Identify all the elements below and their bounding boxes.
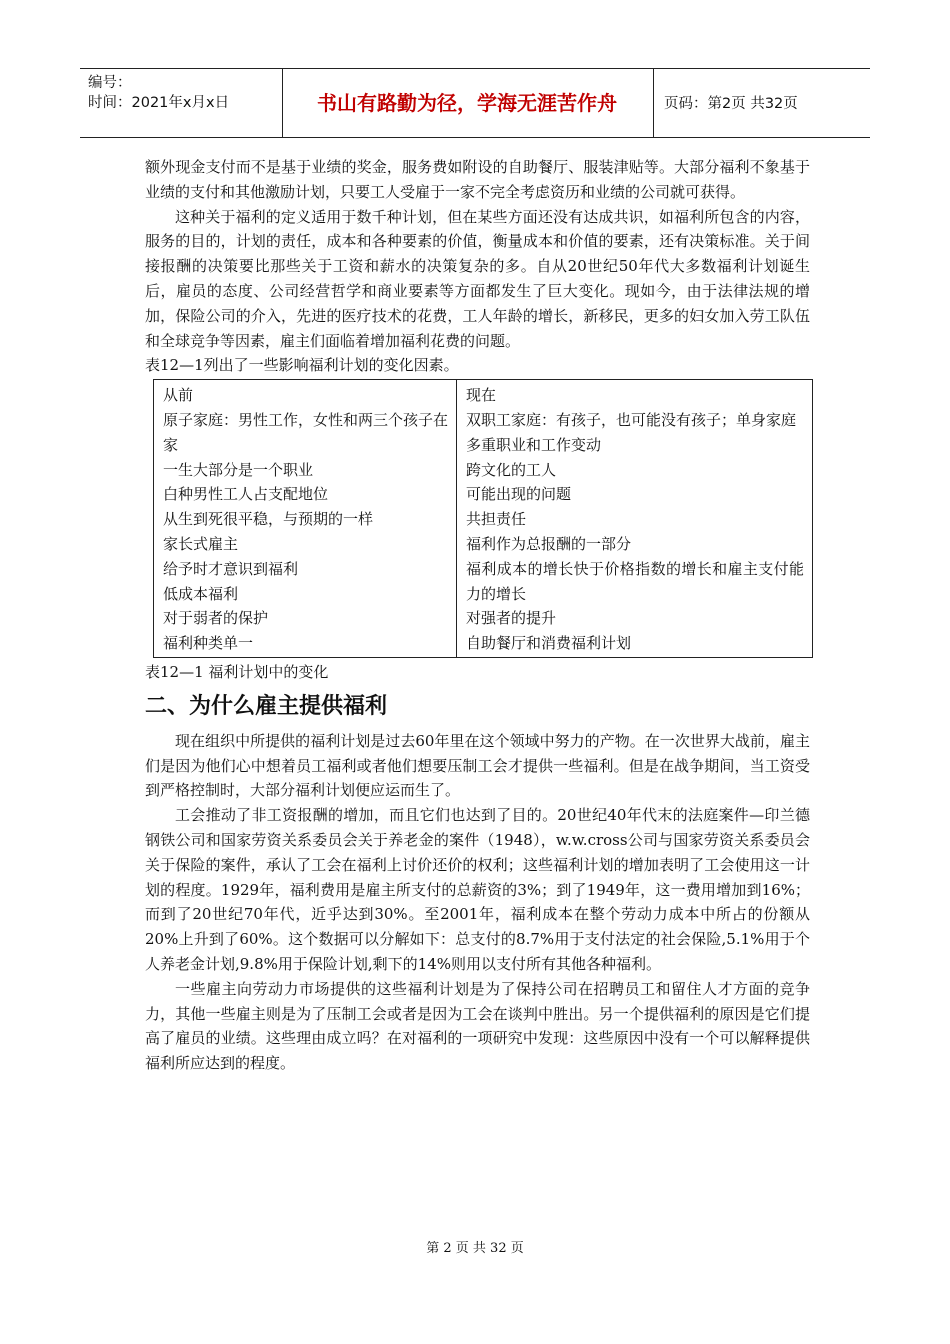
document-body <box>145 155 810 1076</box>
paragraph-3: 现在组织中所提供的福利计划是过去60年里在这个领域中努力的产物。在一次世界大战前，雇主们是因为他们心中想着员工福利或者他们想要压制工会才提供一些福利。但是在战争期间，当工资受到严格控制时，大部分福利计划便应运而生了。 <box>145 731 810 800</box>
now-column <box>457 380 813 658</box>
now-header: 现在 <box>466 386 497 405</box>
code-label: 编号： <box>88 75 132 91</box>
section-heading: 二、为什么雇主提供福利 <box>145 693 388 719</box>
now-item: 自助餐厅和消费福利计划 <box>466 634 632 653</box>
table-caption: 表12—1 福利计划中的变化 <box>145 662 329 681</box>
now-item: 跨文化的工人 <box>466 460 557 479</box>
now-item: 福利成本的增长快于价格指数的增长和雇主支付能力的增长 <box>466 559 804 603</box>
header-page-info: 页码：第2页 共32页 <box>664 96 798 112</box>
header-divider-right <box>653 69 654 137</box>
page-header <box>80 68 870 138</box>
page-footer: 第 2 页 共 32 页 <box>426 1241 524 1256</box>
before-item: 一生大部分是一个职业 <box>163 460 314 479</box>
before-item: 福利种类单一 <box>163 634 254 653</box>
paragraph-2: 这种关于福利的定义适用于数千种计划，但在某些方面还没有达成共识，如福利所包含的内容，服务的目的，计划的责任，成本和各种要素的价值，衡量成本和价值的要素，还有决策标准。关于间接报酬的决策要比那些关于工资和薪水的决策复杂的多。自从20世纪50年代大多数福利计划诞生后，雇员的态度、公司经营哲学和商业要素等方面都发生了巨大变化。现如今，由于法律法规的增加，保险公司的介入，先进的医疗技术的花费，工人年龄的增长，新移民，更多的妇女加入劳工队伍和全球竞争等因素，雇主们面临着增加福利花费的问题。 <box>145 207 810 350</box>
now-item: 多重职业和工作变动 <box>466 435 602 454</box>
before-item: 从生到死很平稳，与预期的一样 <box>163 510 374 529</box>
before-item: 白种男性工人占支配地位 <box>163 485 329 504</box>
comparison-table <box>153 379 813 658</box>
before-column <box>154 380 457 658</box>
table-intro: 表12—1列出了一些影响福利计划的变化因素。 <box>145 356 459 375</box>
before-item: 对于弱者的保护 <box>163 609 269 628</box>
before-item: 原子家庭：男性工作，女性和两三个孩子在家 <box>163 410 449 454</box>
header-meta <box>88 73 229 113</box>
before-item: 家长式雇主 <box>163 534 239 553</box>
now-item: 对强者的提升 <box>466 609 557 628</box>
paragraph-4: 工会推动了非工资报酬的增加，而且它们也达到了目的。20世纪40年代末的法庭案件—印兰德钢铁公司和国家劳资关系委员会关于养老金的案件（1948），w.w.cross公司与国家劳资关系委员会关于保险的案件，承认了工会在福利上讨价还价的权利；这些福利计划的增加表明了工会使用这一计划的程度。1929年，福利费用是雇主所支付的总薪资的3%；到了1949年，这一费用增加到16%；而到了20世纪70年代，近乎达到30%。至2001年，福利成本在整个劳动力成本中所占的份额从20%上升到了60%。这个数据可以分解如下：总支付的8.7%用于支付法定的社会保险,5.1%用于个人养老金计划,9.8%用于保险计划,剩下的14%则用以支付所有其他各种福利。 <box>145 806 810 973</box>
paragraph-5: 一些雇主向劳动力市场提供的这些福利计划是为了保持公司在招聘员工和留住人才方面的竞争力，其他一些雇主则是为了压制工会或者是因为工会在谈判中胜出。另一个提供福利的原因是它们提高了雇员的业绩。这些理由成立吗？在对福利的一项研究中发现：这些原因中没有一个可以解释提供福利所应达到的程度。 <box>145 979 810 1073</box>
before-header: 从前 <box>163 386 194 405</box>
now-item: 双职工家庭：有孩子，也可能没有孩子；单身家庭 <box>466 410 797 429</box>
header-motto: 书山有路勤为径，学海无涯苦作舟 <box>317 91 617 115</box>
paragraph-1: 额外现金支付而不是基于业绩的奖金，服务费如附设的自助餐厅、服装津贴等。大部分福利不象基于业绩的支付和其他激励计划，只要工人受雇于一家不完全考虑资历和业绩的公司就可获得。 <box>145 158 810 201</box>
now-item: 福利作为总报酬的一部分 <box>466 534 632 553</box>
before-item: 低成本福利 <box>163 584 239 603</box>
now-item: 可能出现的问题 <box>466 485 572 504</box>
before-item: 给予时才意识到福利 <box>163 559 299 578</box>
table-row <box>154 380 813 658</box>
date-label: 时间：2021年x月x日 <box>88 95 230 111</box>
now-item: 共担责任 <box>466 510 527 529</box>
